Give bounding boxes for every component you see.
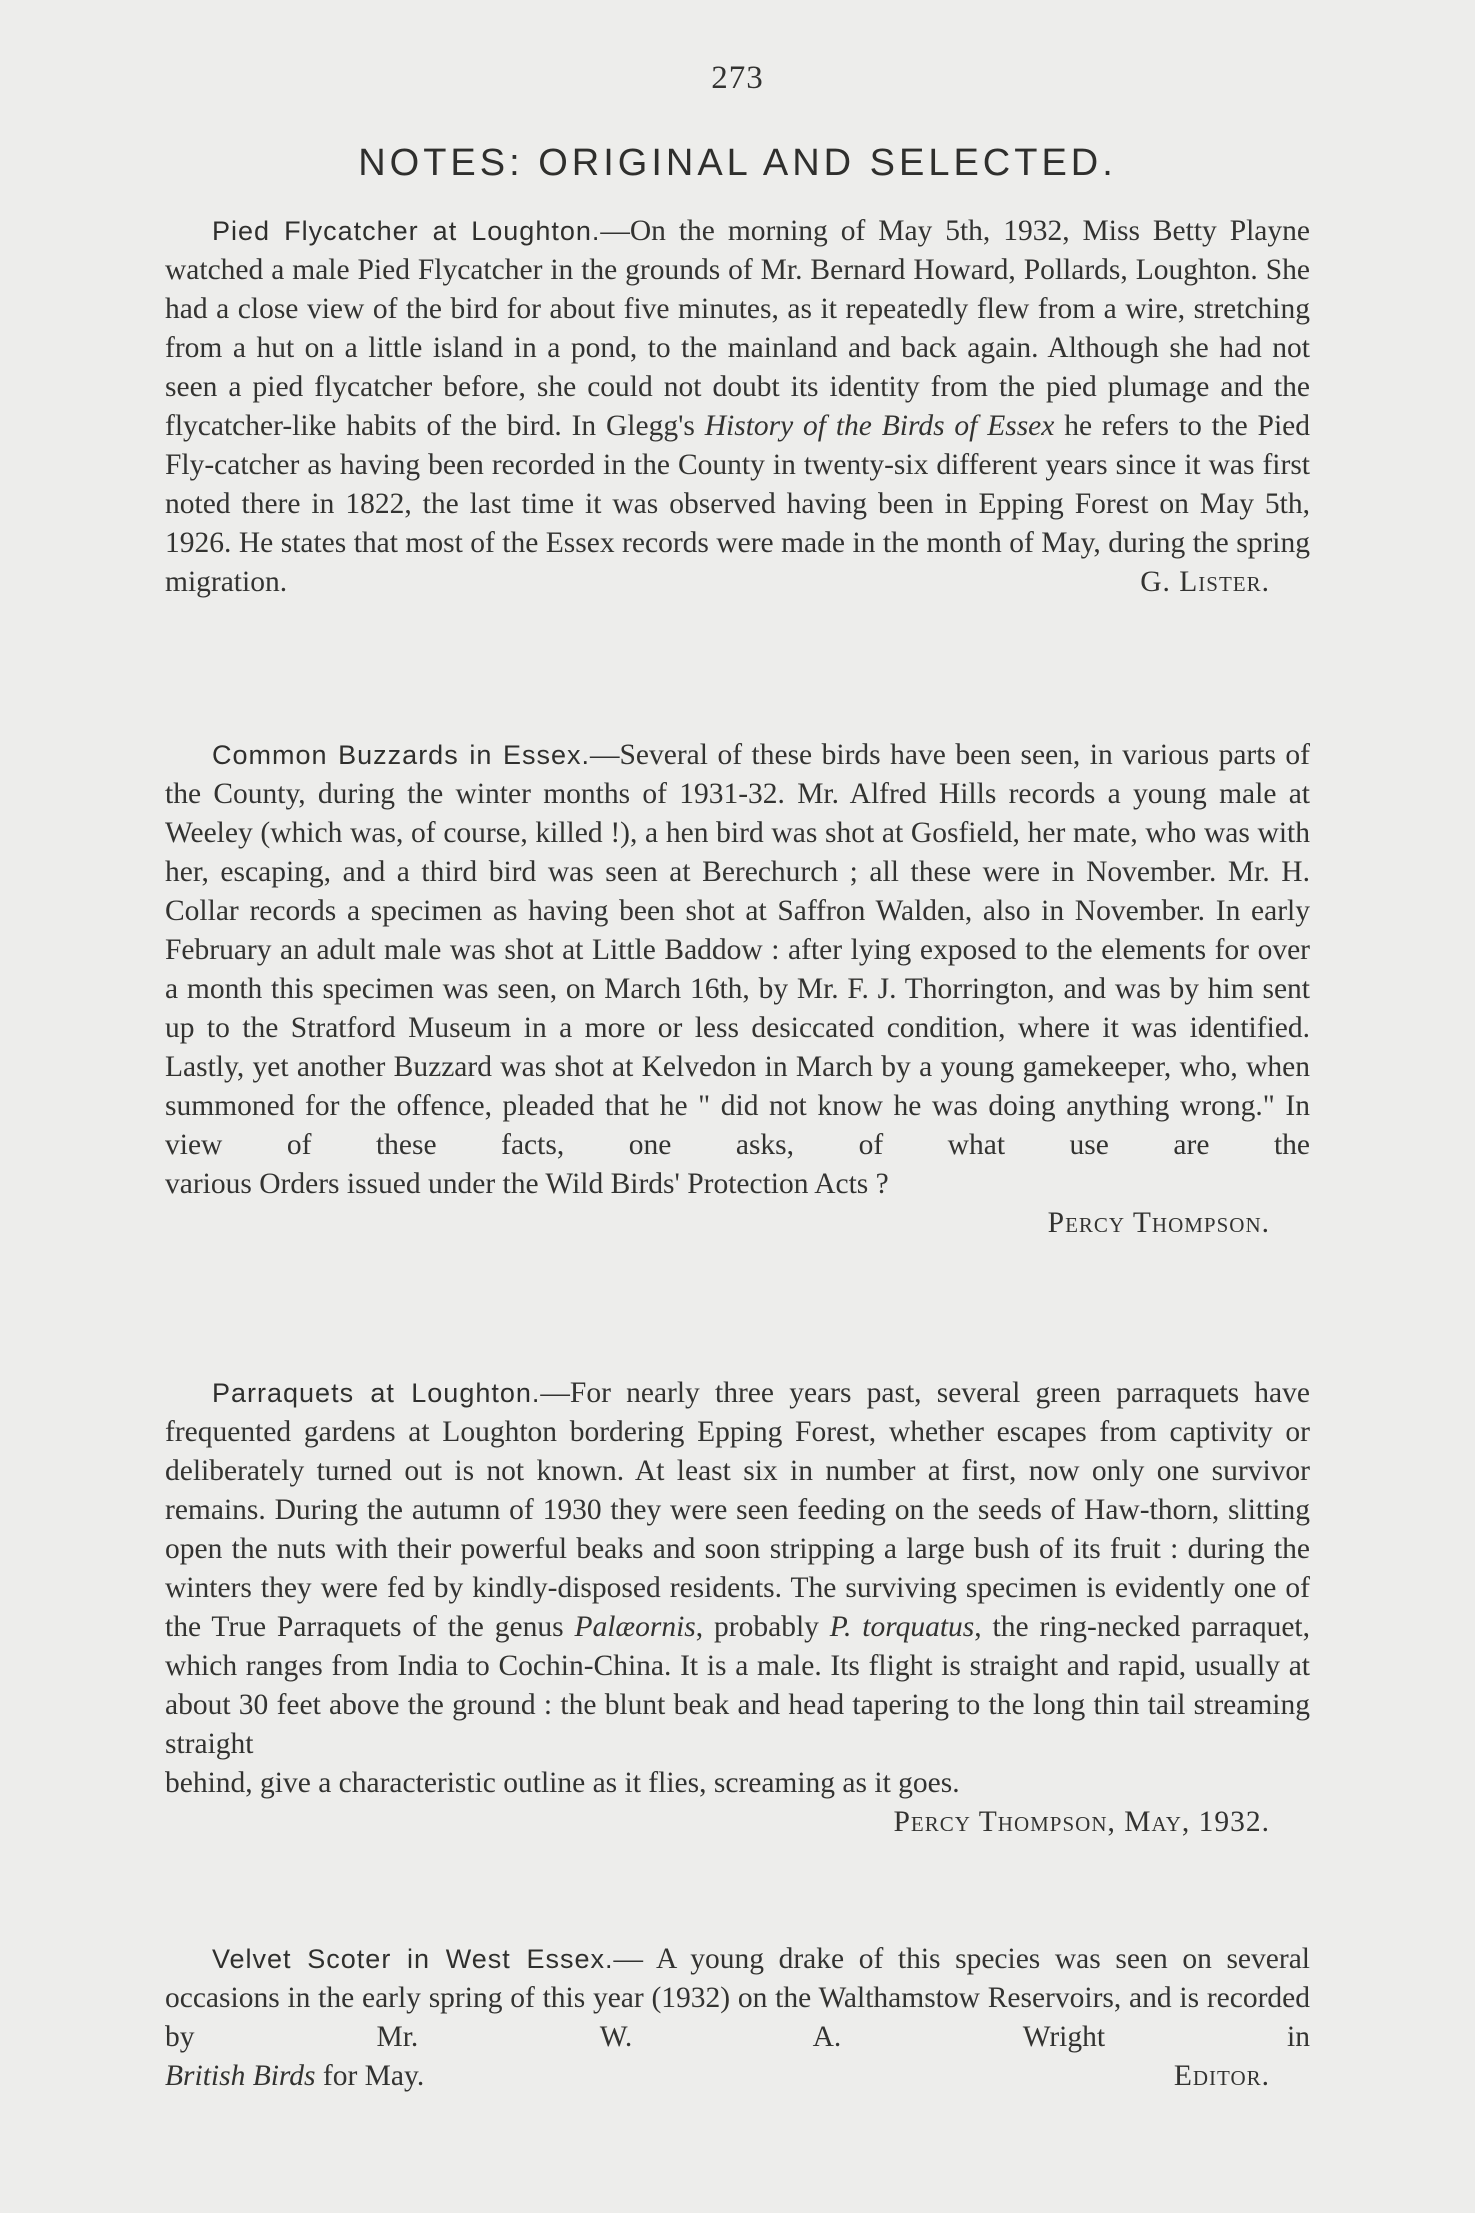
note-body: Pied Flycatcher at Loughton.—On the morning of May 5th, 1932, Miss Betty Playne watched a male Pied Flycatcher in the grounds of Mr. Bernard Howard, Pollards, Loughton. She had a close view of the bird for about five minutes, as it repeatedly flew from a wire, stretching from a hut on a little island in a pond, to the mainland and back again. Although she had not seen a pied flycatcher before, she could not doubt its identity from the pied plumage and the flycatcher-like habits of the bird. In Glegg's History of the Birds of Essex he refers to the Pied Fly-catcher as having been recorded in the County in twenty-six different years since it was first noted there in 1822, the last time it was observed having been in Epping Forest on May 5th, 1926. He states that most of the Essex records were made in the month of May, during the spring xyxy=(165,215,1310,559)
note-signature: G. Lister. xyxy=(1140,566,1270,598)
note-body: Velvet Scoter in West Essex.— A young drake of this species was seen on several occasions in the early spring of this year (1932) on the Walthamstow Reservoirs, and is recorded by Mr. W. A. Wright in xyxy=(165,1943,1310,2053)
note-signature: Editor. xyxy=(1173,2060,1270,2092)
note-last-line: various Orders issued under the Wild Birds' Protection Acts ? xyxy=(165,1168,889,1200)
genus-name: Palæornis xyxy=(574,1611,696,1643)
note-title: Pied Flycatcher at Loughton. xyxy=(212,216,601,246)
note-title: Common Buzzards in Essex. xyxy=(212,740,590,770)
note-common-buzzards xyxy=(165,736,1310,1243)
section-heading: NOTES: ORIGINAL AND SELECTED. xyxy=(358,142,1117,184)
note-signature: Percy Thompson, May, 1932. xyxy=(893,1806,1270,1838)
page-number: 273 xyxy=(711,60,764,96)
note-tail: British Birds for May. Editor. xyxy=(165,2057,1310,2096)
species-name: P. torquatus xyxy=(829,1611,975,1643)
note-signature: Percy Thompson. xyxy=(1047,1207,1270,1239)
note-title: Velvet Scoter in West Essex. xyxy=(212,1944,614,1974)
note-tail: migration. G. Lister. xyxy=(165,563,1310,602)
note-body: Common Buzzards in Essex.—Several of these birds have been seen, in various parts of the County, during the winter months of 1931-32. Mr. Alfred Hills records a young male at Weeley (which was, of course, killed !), a hen bird was shot at Gosfield, her mate, who was with her, escaping, and a third bird was seen at Berechurch ; all these were in November. Mr. H. Collar records a specimen as having been shot at Saffron Walden, also in November. In early February an adult male was shot at Little Baddow : after lying exposed to the elements for over a month this specimen was seen, on March 16th, by Mr. F. J. Thorrington, and was by him sent up to the Stratford Museum in a more or less desiccated condition, where it was identified. Lastly, yet another Buzzard was shot at Kelvedon in March by a young gamekeeper, who, when summoned for the offence, pleaded that he " did not know he was doing anything wrong." In view of these facts, one asks, of what use are the xyxy=(165,739,1310,1161)
note-body: Parraquets at Loughton.—For nearly three years past, several green parraquets have frequented gardens at Loughton bordering Epping Forest, whether escapes from captivity or deliberately turned out is not known. At least six in number at first, now only one survivor remains. During the autumn of 1930 they were seen feeding on the seeds of Haw-thorn, slitting open the nuts with their powerful beaks and soon stripping a large bush of its fruit : during the winters they were fed by kindly-disposed residents. The surviving specimen is evidently one of the True Parraquets of the genus Palæornis, probably P. torquatus, the ring-necked parraquet, which ranges from India to Cochin-China. It is a male. Its flight is straight and rapid, usually at about 30 feet above the ground : the blunt beak and head tapering to the long thin tail streaming straight xyxy=(165,1377,1311,1760)
note-pied-flycatcher xyxy=(165,212,1310,602)
note-last-line: behind, give a characteristic outline as it flies, screaming as it goes. xyxy=(165,1767,960,1799)
note-velvet-scoter xyxy=(165,1940,1310,2096)
note-parraquets xyxy=(165,1374,1310,1842)
journal-title: British Birds xyxy=(165,2060,316,2092)
book-title: History of the Birds of Essex xyxy=(704,410,1055,442)
note-title: Parraquets at Loughton. xyxy=(212,1378,541,1408)
